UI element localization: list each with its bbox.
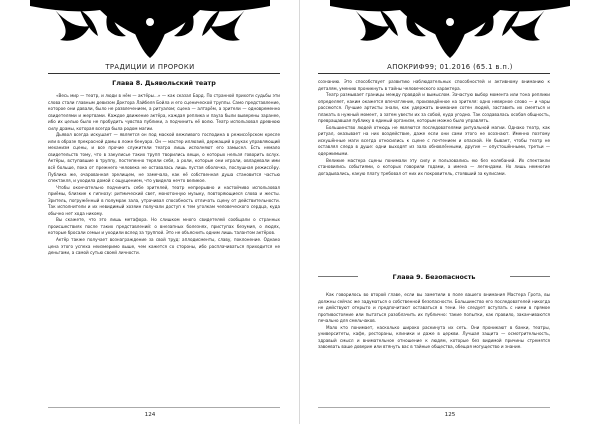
paragraph: Как говорилось во второй главе, если вы заметили в поле вашего внимания Мастера Грота, вы должны сейчас же задуматься о собственной безопасности. Большинство его последователей никогда не действуют открыто и предпочитают оставаться в тени. Не следует вступать с ними в прямое противостояние или пытаться разоблачить их публично: такие попытки, как правило, заканчиваются печально для смельчаков. [318, 292, 550, 324]
decorative-ornament-right-icon [330, 0, 570, 62]
chapter-title: Глава 8. Дьявольский театр [112, 79, 216, 87]
footer-rule [48, 407, 280, 408]
paragraph: Большинство людей отнюдь не являются последователями ритуальной магии. Однако театр, как ритуал, оказывает на них воздействие, даже если они сами этого не осознают. Именно поэтому искушённые маги всегда относились к сцене с почтением и опаской. Не бывает, чтобы театр не оставлял следа в душе: одни выходят из зала обновлёнными, другие — опустошёнными, третьи — одержимыми. [318, 124, 550, 157]
footer-rule [318, 407, 550, 408]
paragraph: Вы скажете, что это лишь метафора. Но слишком много свидетелей сообщали о странных происшествиях после таких представлений: о внезапных болезнях, приступах безумия, о людях, которые бросали семьи и уходили вслед за труппой. Это не объяснить одним лишь талантом актёров. [48, 217, 280, 236]
body-text-top [318, 79, 550, 265]
paragraph: Великие мастера сцены понимали эту силу и пользовались ею без колебаний. Их спектакли становились событиями, о которых говорили годами, а имена — легендами. Но лишь немногие догадывались, какую плату требовал от них их покровитель, стоявший за кулисами. [318, 157, 550, 176]
chapter-bracket-right [510, 276, 550, 286]
chapter-title: Глава 9. Безопасность [392, 273, 476, 281]
header-rule [48, 73, 280, 74]
running-header: ТРАДИЦИИ И ПРОРОКИ [105, 63, 195, 71]
paragraph: сознанию. Это способствует развитию наблюдательных способностей и активному вниманию к деталям, умению проникнуть в тайны человеческого характера. [318, 79, 550, 91]
paragraph: Дьявол всегда искушает — является он под маской вежливого господина в режиссёрском кресле или в образе прекрасной дамы в ложе бенуара. Он — мастер иллюзий, держащий в руках управляющий механизм сцены, и все прочие служители театра лишь исполняют его замысел. Есть немало свидетельств тому, что в закулисье таких трупп творились вещи, о которых нельзя говорить вслух. Актёры, вступавшие в труппу, постепенно теряли себя, а роли, которые они играли, овладевали ими всё больше, пока от прежнего человека не оставалась лишь пустая оболочка, послушная режиссёру. Публика же, очарованная зрелищем, не замечала, как её собственная душа становится частью спектакля, и уходила домой с ощущением, что увидела нечто великое. [48, 132, 280, 184]
paragraph: Актёр также получает вознаграждение за свой труд: аплодисменты, славу, поклонение. Однако цена этого успеха неизмеримо выше, чем кажется со стороны, ибо расплачиваться приходится не деньгами, а самой сутью своей личности. [48, 237, 280, 256]
right-page [300, 0, 600, 424]
page-number: 125 [444, 412, 456, 418]
body-text [48, 93, 280, 411]
paragraph: Мало кто понимает, насколько широко раскинута их сеть. Они проникают в банки, театры, университеты, кафе, рестораны, клиники и даже в церкви. Лучшая защита — осмотрительность, здравый смысл и внимательное отношение к людям, которые без видимой причины стремятся завоевать ваше доверие или втянуть вас в тайные общества, обещая могущество и знание. [318, 324, 550, 350]
decorative-ornament-left-icon [30, 0, 270, 62]
paragraph: «Весь мир — театр, и люди в нём — актёры...» — как сказал Бард. По странной прихоти судьбы эти слова стали главным девизом Доктора Лайбеля Бойла и его сценической труппы. Само представление, которое они давали, было не развлечением, а ритуалом; сцена — алтарём, а зрители — одновременно свидетелями и жертвами. Каждое движение актёра, каждая реплика и пауза были выверены заранее, ибо их целью было не пробудить чувства публики, а подчинить её волю. Театр использовал древнюю силу драмы, которая всегда была родом магии. [48, 93, 280, 131]
header-rule [318, 73, 550, 74]
body-text-bottom [318, 292, 550, 410]
running-header: АПОКРИФ99; 01.2016 (65.1 в.п.) [387, 63, 513, 71]
paragraph: Театр размывает границы между правдой и вымыслом. Зачастую выбор момента или тона реплики определяет, каким окажется впечатление, произведённое на зрителя: одно неверное слово — и чары рассеются. Лучшие артисты знали, как удержать внимание сотен людей, заставить их смеяться и плакать в нужный момент, а затем увести их за собой, куда угодно. Так создавалась особая общность, превращавшая публику в единый организм, которым можно было управлять. [318, 92, 550, 124]
page-number: 124 [144, 412, 156, 418]
paragraph: Чтобы окончательно подчинить себе зрителей, театр непрерывно и настойчиво использовал приёмы, близкие к гипнозу: ритмический свет, монотонную музыку, повторяющиеся слова и жесты. Зритель, погружённый в полумрак зала, утрачивал способность отличать сцену от действительности. Так исполнители и их невидимый хозяин получали доступ к тем уголкам человеческого сердца, куда обычно нет хода никому. [48, 184, 280, 216]
